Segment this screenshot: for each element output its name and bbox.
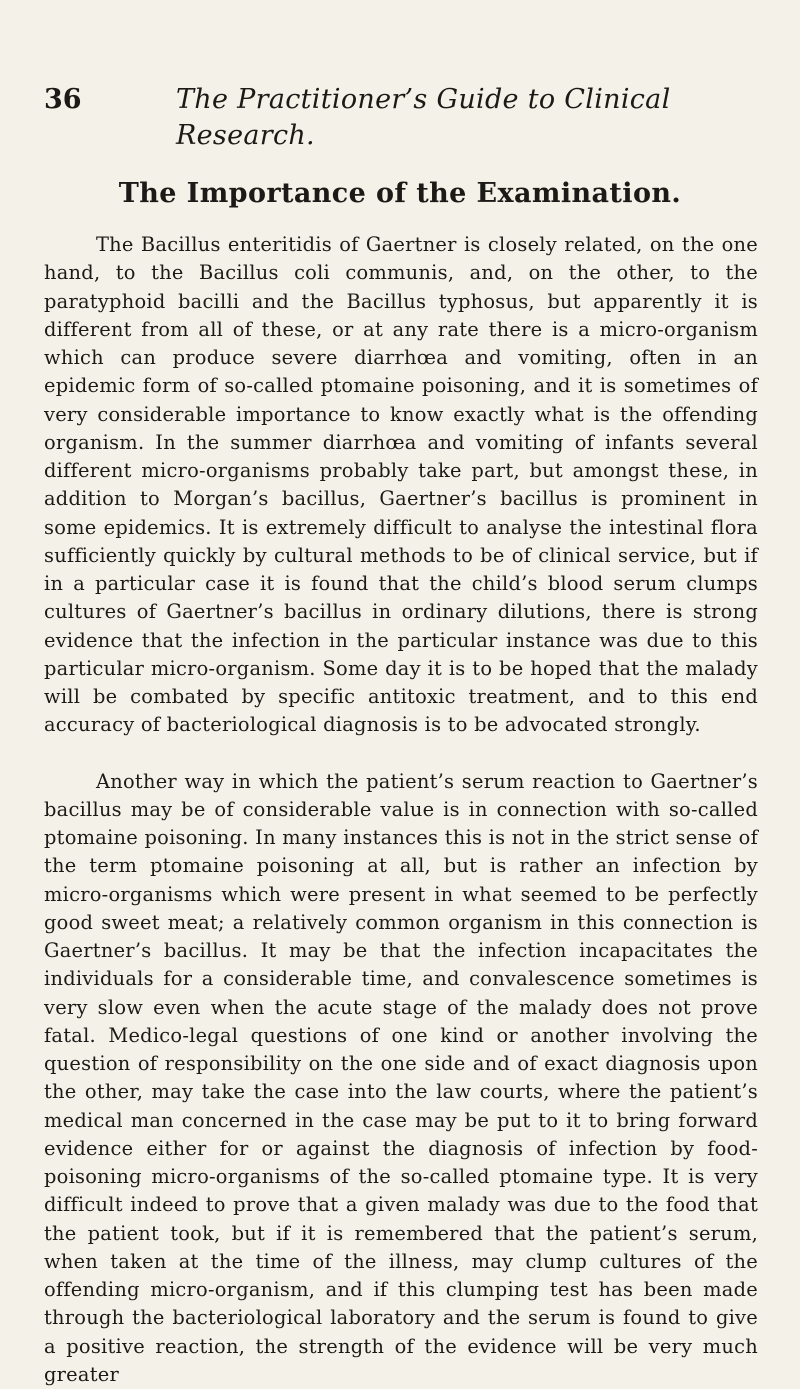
page-number: 36 [44, 82, 82, 118]
paragraph-gaertner-bacillus: The Bacillus enteritidis of Gaertner is closely related, on the one hand, to the Bacillus coli communis, and, on the other, to the paratyphoid bacilli and the Bacillus typhosus, but apparently it is different from all of these, or at any rate there is a micro-organism which can produce severe diarrhœa and vomiting, often in an epidemic form of so-called ptomaine poisoning, and it is sometimes of very considerable importance to know exactly what is the offending organism. In the summer diarrhœa and vomiting of infants several different micro-organisms probably take part, but amongst these, in addition to Morgan’s bacillus, Gaertner’s bacillus is prominent in some epidemics. It is extremely difficult to analyse the intestinal flora sufficiently quickly by cultural methods to be of clinical service, but if in a particular case it is found that the child’s blood serum clumps cultures of Gaertner’s bacillus in ordinary dilutions, there is strong evidence that the infection in the particular instance was due to this particular micro-organism. Some day it is to be hoped that the malady will be combated by specific antitoxic treatment, and to this end accuracy of bacteriological diagnosis is to be advocated strongly. [44, 231, 758, 740]
section-title: The Importance of the Examination. [0, 175, 800, 213]
running-title: The Practitioner’s Guide to Clinical Research. [176, 82, 758, 154]
body-text [44, 231, 758, 1389]
running-head [44, 82, 758, 118]
paragraph-ptomaine-poisoning: Another way in which the patient’s serum reaction to Gaertner’s bacillus may be of considerable value is in connection with so-called ptomaine poisoning. In many instances this is not in the strict sense of the term ptomaine poisoning at all, but is rather an infection by micro-organisms which were present in what seemed to be perfectly good sweet meat; a relatively common organism in this connection is Gaertner’s bacillus. It may be that the infection incapacitates the individuals for a considerable time, and convalescence sometimes is very slow even when the acute stage of the malady does not prove fatal. Medico-legal questions of one kind or another involving the question of responsibility on the one side and of exact diagnosis upon the other, may take the case into the law courts, where the patient’s medical man concerned in the case may be put to it to bring forward evidence either for or against the diagnosis of infection by food-poisoning micro-organisms of the so-called ptomaine type. It is very difficult indeed to prove that a given malady was due to the food that the patient took, but if it is remembered that the patient’s serum, when taken at the time of the illness, may clump cultures of the offending micro-organism, and if this clumping test has been made through the bacteriological laboratory and the serum is found to give a positive reaction, the strength of the evidence will be very much greater [44, 768, 758, 1389]
